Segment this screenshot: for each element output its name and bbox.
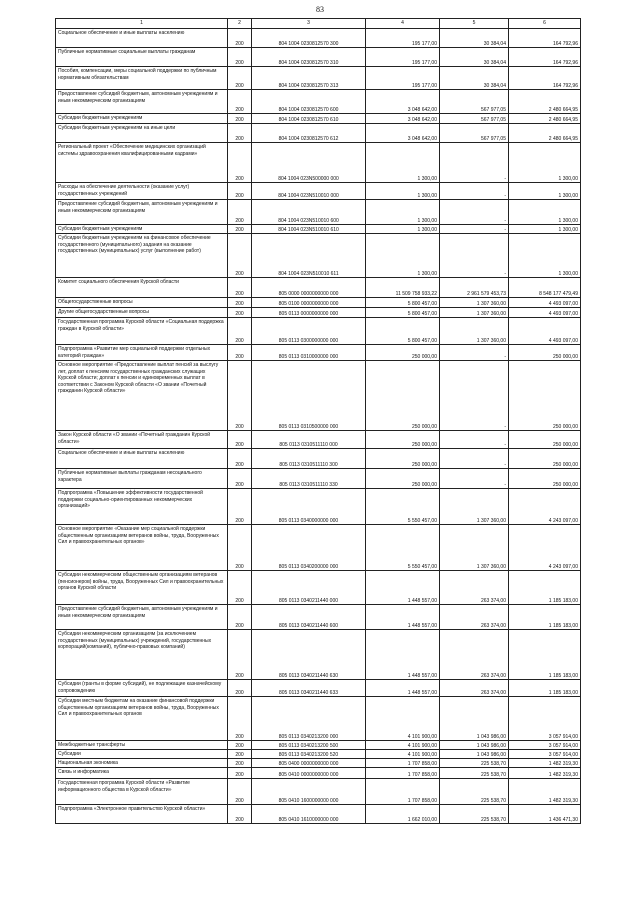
row-unexecuted-cell: 250 000,00 [509, 469, 581, 489]
row-name-cell: Связь и информатика [56, 768, 228, 779]
row-executed-cell: - [440, 345, 509, 361]
table-row [56, 361, 581, 431]
row-approved-cell: 195 177,00 [366, 48, 440, 67]
row-unexecuted-cell: 4 243 097,00 [509, 489, 581, 525]
row-classification-code-cell: 805 0113 0340213200 000 [252, 697, 366, 741]
table-row [56, 67, 581, 90]
row-classification-code-cell: 805 0400 0000000000 000 [252, 759, 366, 768]
page-number: 83 [316, 5, 324, 14]
row-name-cell: Субсидии местным бюджетам на оказание финансовой поддержки общественным организациям ветеранов войны, труда, Вооруженных Сил и правоохранительных органов [56, 697, 228, 741]
table-row [56, 630, 581, 680]
row-unexecuted-cell: 8 548 177 479,49 [509, 278, 581, 298]
row-approved-cell: 5 550 457,00 [366, 525, 440, 571]
table-row [56, 449, 581, 469]
row-name-cell: Общегосударственные вопросы [56, 298, 228, 308]
table-row [56, 680, 581, 697]
row-approved-cell: 1 448 557,00 [366, 680, 440, 697]
row-approved-cell: 5 800 457,00 [366, 318, 440, 345]
row-executed-cell: 30 384,04 [440, 48, 509, 67]
column-header-unexecuted: 6 [509, 19, 581, 29]
row-name-cell: Комитет социального обеспечения Курской области [56, 278, 228, 298]
row-name-cell: Основное мероприятие «Оказание мер социальной поддержки общественным организациям ветеранов войны, труда, Вооруженных Сил и правоохранительных органов» [56, 525, 228, 571]
row-line-code-cell: 200 [228, 298, 252, 308]
row-classification-code-cell: 805 0113 0340000000 000 [252, 489, 366, 525]
row-name-cell: Социальное обеспечение и иные выплаты населению [56, 29, 228, 48]
row-classification-code-cell: 805 0113 0310511110 300 [252, 449, 366, 469]
row-approved-cell: 5 800 457,00 [366, 308, 440, 318]
row-classification-code-cell: 805 0113 0310500000 000 [252, 361, 366, 431]
row-unexecuted-cell: 1 300,00 [509, 183, 581, 200]
row-classification-code-cell: 805 0410 0000000000 000 [252, 768, 366, 779]
row-line-code-cell: 200 [228, 605, 252, 630]
row-executed-cell: 263 374,00 [440, 605, 509, 630]
row-line-code-cell: 200 [228, 805, 252, 824]
row-classification-code-cell: 804 1004 0230812570 600 [252, 90, 366, 114]
row-executed-cell: - [440, 225, 509, 234]
table-body [56, 29, 581, 824]
row-line-code-cell: 200 [228, 680, 252, 697]
row-line-code-cell: 200 [228, 90, 252, 114]
row-approved-cell: 1 662 010,00 [366, 805, 440, 824]
row-executed-cell: - [440, 361, 509, 431]
row-executed-cell: 567 977,05 [440, 124, 509, 143]
row-line-code-cell: 200 [228, 361, 252, 431]
table-row [56, 90, 581, 114]
row-executed-cell: 567 977,05 [440, 90, 509, 114]
row-classification-code-cell: 805 0113 0340211440 600 [252, 605, 366, 630]
row-unexecuted-cell: 4 493 097,00 [509, 318, 581, 345]
row-name-cell: Предоставление субсидий бюджетным, автономным учреждениям и иным некоммерческим организациям [56, 90, 228, 114]
row-approved-cell: 250 000,00 [366, 361, 440, 431]
table-row [56, 124, 581, 143]
row-line-code-cell: 200 [228, 571, 252, 605]
row-approved-cell: 3 048 642,00 [366, 90, 440, 114]
table-row [56, 469, 581, 489]
row-classification-code-cell: 805 0113 0310511110 000 [252, 431, 366, 449]
row-unexecuted-cell: 164 792,96 [509, 48, 581, 67]
row-line-code-cell: 200 [228, 234, 252, 278]
table-row [56, 114, 581, 124]
row-classification-code-cell: 805 0410 1600000000 000 [252, 779, 366, 805]
row-executed-cell: 1 043 986,00 [440, 697, 509, 741]
row-line-code-cell: 200 [228, 143, 252, 183]
row-approved-cell: 11 509 758 933,22 [366, 278, 440, 298]
table-row [56, 225, 581, 234]
column-header-executed: 5 [440, 19, 509, 29]
row-line-code-cell: 200 [228, 29, 252, 48]
row-unexecuted-cell: 1 185 183,00 [509, 630, 581, 680]
table-row [56, 779, 581, 805]
row-unexecuted-cell: 3 057 914,00 [509, 750, 581, 759]
row-line-code-cell: 200 [228, 278, 252, 298]
row-unexecuted-cell: 4 493 097,00 [509, 298, 581, 308]
row-line-code-cell: 200 [228, 750, 252, 759]
row-unexecuted-cell: 164 792,96 [509, 67, 581, 90]
row-name-cell: Субсидии [56, 750, 228, 759]
table-row [56, 345, 581, 361]
column-header-name: 1 [56, 19, 228, 29]
row-executed-cell: - [440, 200, 509, 225]
row-unexecuted-cell: 2 480 664,95 [509, 90, 581, 114]
row-approved-cell: 1 300,00 [366, 200, 440, 225]
row-classification-code-cell: 805 0113 0340211440 633 [252, 680, 366, 697]
row-name-cell: Публичные нормативные выплаты гражданам несоциального характера [56, 469, 228, 489]
row-executed-cell: 263 374,00 [440, 630, 509, 680]
table-row [56, 750, 581, 759]
row-classification-code-cell: 805 0100 0000000000 000 [252, 298, 366, 308]
row-line-code-cell: 200 [228, 768, 252, 779]
row-approved-cell: 5 800 457,00 [366, 298, 440, 308]
row-unexecuted-cell: 4 493 097,00 [509, 308, 581, 318]
row-classification-code-cell: 804 1004 0230812570 313 [252, 67, 366, 90]
row-line-code-cell: 200 [228, 489, 252, 525]
row-approved-cell: 1 300,00 [366, 234, 440, 278]
row-unexecuted-cell: 1 185 183,00 [509, 571, 581, 605]
row-executed-cell: 1 043 986,00 [440, 750, 509, 759]
row-name-cell: Подпрограмма «Повышение эффективности государственной поддержки социально-ориентированных некоммерческих организаций» [56, 489, 228, 525]
table-row [56, 768, 581, 779]
row-approved-cell: 1 707 858,00 [366, 779, 440, 805]
table-row [56, 759, 581, 768]
row-name-cell: Расходы на обеспечение деятельности (оказание услуг) государственных учреждений [56, 183, 228, 200]
row-name-cell: Межбюджетные трансферты [56, 741, 228, 750]
row-executed-cell: 263 374,00 [440, 680, 509, 697]
row-line-code-cell: 200 [228, 741, 252, 750]
row-line-code-cell: 200 [228, 431, 252, 449]
table-row [56, 489, 581, 525]
row-approved-cell: 4 101 900,00 [366, 741, 440, 750]
row-classification-code-cell: 804 1004 023N510010 611 [252, 234, 366, 278]
row-executed-cell: 1 307 360,00 [440, 308, 509, 318]
row-classification-code-cell: 805 0410 1610000000 000 [252, 805, 366, 824]
row-executed-cell: 225 538,70 [440, 759, 509, 768]
table-row [56, 805, 581, 824]
table-row [56, 605, 581, 630]
row-name-cell: Основное мероприятие «Предоставление выплат пенсий за выслугу лет, доплат к пенсиям государственных гражданских служащих Курской области; доплат к пенсии и единовременных выплат в соответствии с Законом Курской области «О звании «Почетный гражданин Курской области» [56, 361, 228, 431]
row-classification-code-cell: 805 0113 0300000000 000 [252, 318, 366, 345]
row-line-code-cell: 200 [228, 469, 252, 489]
row-name-cell: Субсидии (гранты в форме субсидий), не подлежащие казначейскому сопровождению [56, 680, 228, 697]
table-row [56, 278, 581, 298]
row-approved-cell: 250 000,00 [366, 469, 440, 489]
row-approved-cell: 195 177,00 [366, 67, 440, 90]
row-line-code-cell: 200 [228, 345, 252, 361]
row-line-code-cell: 200 [228, 525, 252, 571]
table-row [56, 183, 581, 200]
row-classification-code-cell: 804 1004 0230812570 612 [252, 124, 366, 143]
table-row [56, 308, 581, 318]
row-classification-code-cell: 805 0113 0340211440 630 [252, 630, 366, 680]
row-name-cell: Субсидии некоммерческим общественным организациям ветеранов (пенсионеров) войны, труда, Вооруженных Сил и правоохранительных органов Курской области [56, 571, 228, 605]
row-name-cell: Региональный проект «Обеспечение медицинских организаций системы здравоохранения квалифицированными кадрами» [56, 143, 228, 183]
row-classification-code-cell: 804 1004 023N500000 000 [252, 143, 366, 183]
budget-execution-table [55, 18, 581, 824]
row-unexecuted-cell: 1 185 183,00 [509, 680, 581, 697]
row-executed-cell: 30 384,04 [440, 67, 509, 90]
row-executed-cell: 1 307 360,00 [440, 525, 509, 571]
row-name-cell: Предоставление субсидий бюджетным, автономным учреждениям и иным некоммерческим организациям [56, 200, 228, 225]
row-line-code-cell: 200 [228, 124, 252, 143]
row-approved-cell: 195 177,00 [366, 29, 440, 48]
table-row [56, 234, 581, 278]
table-row [56, 431, 581, 449]
row-executed-cell: 1 307 360,00 [440, 298, 509, 308]
row-name-cell: Субсидии бюджетным учреждениям на финансовое обеспечение государственного (муниципального) задания на оказание государственных (муниципальных) услуг (выполнение работ) [56, 234, 228, 278]
row-name-cell: Пособия, компенсации, меры социальной поддержки по публичным нормативным обязательствам [56, 67, 228, 90]
row-approved-cell: 1 448 557,00 [366, 630, 440, 680]
row-classification-code-cell: 805 0113 0340213200 500 [252, 741, 366, 750]
row-classification-code-cell: 804 1004 0230812570 300 [252, 29, 366, 48]
column-header-approved: 4 [366, 19, 440, 29]
row-unexecuted-cell: 3 057 914,00 [509, 697, 581, 741]
row-name-cell: Государственная программа Курской области «Развитие информационного общества в Курской области» [56, 779, 228, 805]
row-line-code-cell: 200 [228, 318, 252, 345]
row-executed-cell: 263 374,00 [440, 571, 509, 605]
row-line-code-cell: 200 [228, 114, 252, 124]
row-approved-cell: 1 300,00 [366, 143, 440, 183]
row-unexecuted-cell: 2 480 664,95 [509, 124, 581, 143]
row-name-cell: Субсидии бюджетным учреждениям [56, 225, 228, 234]
row-line-code-cell: 200 [228, 225, 252, 234]
row-unexecuted-cell: 250 000,00 [509, 345, 581, 361]
row-approved-cell: 1 448 557,00 [366, 571, 440, 605]
row-executed-cell: 225 538,70 [440, 805, 509, 824]
row-executed-cell: 1 043 986,00 [440, 741, 509, 750]
row-approved-cell: 250 000,00 [366, 449, 440, 469]
row-unexecuted-cell: 2 480 664,95 [509, 114, 581, 124]
row-name-cell: Публичные нормативные социальные выплаты гражданам [56, 48, 228, 67]
row-classification-code-cell: 804 1004 0230812570 610 [252, 114, 366, 124]
row-executed-cell: 1 307 360,00 [440, 318, 509, 345]
row-unexecuted-cell: 1 300,00 [509, 234, 581, 278]
row-executed-cell: 225 538,70 [440, 768, 509, 779]
row-approved-cell: 3 048 642,00 [366, 124, 440, 143]
row-unexecuted-cell: 164 792,96 [509, 29, 581, 48]
row-classification-code-cell: 805 0113 0340200000 000 [252, 525, 366, 571]
column-header-classification-code: 3 [252, 19, 366, 29]
row-executed-cell: 30 384,04 [440, 29, 509, 48]
row-name-cell: Закон Курской области «О звании «Почетный гражданин Курской области» [56, 431, 228, 449]
table-row [56, 143, 581, 183]
row-unexecuted-cell: 4 243 097,00 [509, 525, 581, 571]
row-executed-cell: - [440, 143, 509, 183]
table-row [56, 741, 581, 750]
row-unexecuted-cell: 1 300,00 [509, 200, 581, 225]
table-row [56, 48, 581, 67]
row-name-cell: Другие общегосударственные вопросы [56, 308, 228, 318]
row-executed-cell: - [440, 469, 509, 489]
row-classification-code-cell: 805 0000 0000000000 000 [252, 278, 366, 298]
row-line-code-cell: 200 [228, 630, 252, 680]
row-name-cell: Субсидии бюджетным учреждениям на иные цели [56, 124, 228, 143]
row-unexecuted-cell: 1 185 183,00 [509, 605, 581, 630]
row-unexecuted-cell: 250 000,00 [509, 361, 581, 431]
row-classification-code-cell: 805 0113 0310511110 330 [252, 469, 366, 489]
row-executed-cell: 567 977,05 [440, 114, 509, 124]
row-approved-cell: 4 101 900,00 [366, 750, 440, 759]
row-name-cell: Предоставление субсидий бюджетным, автономным учреждениям и иным некоммерческим организациям [56, 605, 228, 630]
row-unexecuted-cell: 250 000,00 [509, 431, 581, 449]
row-name-cell: Государственная программа Курской области «Социальная поддержка граждан в Курской области» [56, 318, 228, 345]
row-classification-code-cell: 804 1004 023N510010 610 [252, 225, 366, 234]
row-unexecuted-cell: 1 482 319,30 [509, 779, 581, 805]
row-approved-cell: 250 000,00 [366, 345, 440, 361]
row-line-code-cell: 200 [228, 449, 252, 469]
row-line-code-cell: 200 [228, 308, 252, 318]
row-unexecuted-cell: 1 300,00 [509, 225, 581, 234]
table-row [56, 697, 581, 741]
row-name-cell: Субсидии некоммерческим организациям (за исключением государственных (муниципальных) учреждений, государственных корпораций(компаний), публично-правовых компаний) [56, 630, 228, 680]
row-unexecuted-cell: 3 057 914,00 [509, 741, 581, 750]
row-approved-cell: 1 300,00 [366, 225, 440, 234]
row-unexecuted-cell: 1 482 319,30 [509, 768, 581, 779]
row-unexecuted-cell: 250 000,00 [509, 449, 581, 469]
row-approved-cell: 250 000,00 [366, 431, 440, 449]
row-classification-code-cell: 805 0113 0340213200 520 [252, 750, 366, 759]
row-line-code-cell: 200 [228, 200, 252, 225]
row-classification-code-cell: 804 1004 023N510010 600 [252, 200, 366, 225]
row-name-cell: Субсидии бюджетным учреждениям [56, 114, 228, 124]
row-line-code-cell: 200 [228, 779, 252, 805]
row-line-code-cell: 200 [228, 759, 252, 768]
row-classification-code-cell: 805 0113 0000000000 000 [252, 308, 366, 318]
row-line-code-cell: 200 [228, 697, 252, 741]
row-executed-cell: 1 307 360,00 [440, 489, 509, 525]
column-header-line-code: 2 [228, 19, 252, 29]
row-approved-cell: 1 448 557,00 [366, 605, 440, 630]
row-approved-cell: 1 300,00 [366, 183, 440, 200]
row-executed-cell: 2 961 579 453,73 [440, 278, 509, 298]
row-executed-cell: - [440, 183, 509, 200]
row-classification-code-cell: 804 1004 0230812570 310 [252, 48, 366, 67]
row-approved-cell: 5 550 457,00 [366, 489, 440, 525]
row-name-cell: Национальная экономика [56, 759, 228, 768]
row-executed-cell: - [440, 234, 509, 278]
table-row [56, 571, 581, 605]
table-row [56, 29, 581, 48]
row-line-code-cell: 200 [228, 183, 252, 200]
table-row [56, 525, 581, 571]
table-row [56, 200, 581, 225]
row-name-cell: Подпрограмма «Развитие мер социальной поддержки отдельных категорий граждан» [56, 345, 228, 361]
table-header-row [56, 19, 581, 29]
table-row [56, 298, 581, 308]
row-executed-cell: - [440, 449, 509, 469]
row-executed-cell: - [440, 431, 509, 449]
row-unexecuted-cell: 1 300,00 [509, 143, 581, 183]
row-approved-cell: 4 101 900,00 [366, 697, 440, 741]
row-classification-code-cell: 805 0113 0310000000 000 [252, 345, 366, 361]
row-executed-cell: 225 538,70 [440, 779, 509, 805]
row-unexecuted-cell: 1 436 471,30 [509, 805, 581, 824]
row-approved-cell: 3 048 642,00 [366, 114, 440, 124]
table-row [56, 318, 581, 345]
row-line-code-cell: 200 [228, 67, 252, 90]
row-classification-code-cell: 805 0113 0340211440 000 [252, 571, 366, 605]
row-approved-cell: 1 707 858,00 [366, 759, 440, 768]
row-classification-code-cell: 804 1004 023N510010 000 [252, 183, 366, 200]
row-name-cell: Социальное обеспечение и иные выплаты населению [56, 449, 228, 469]
row-line-code-cell: 200 [228, 48, 252, 67]
row-name-cell: Подпрограмма «Электронное правительство Курской области» [56, 805, 228, 824]
row-unexecuted-cell: 1 482 319,30 [509, 759, 581, 768]
row-approved-cell: 1 707 858,00 [366, 768, 440, 779]
